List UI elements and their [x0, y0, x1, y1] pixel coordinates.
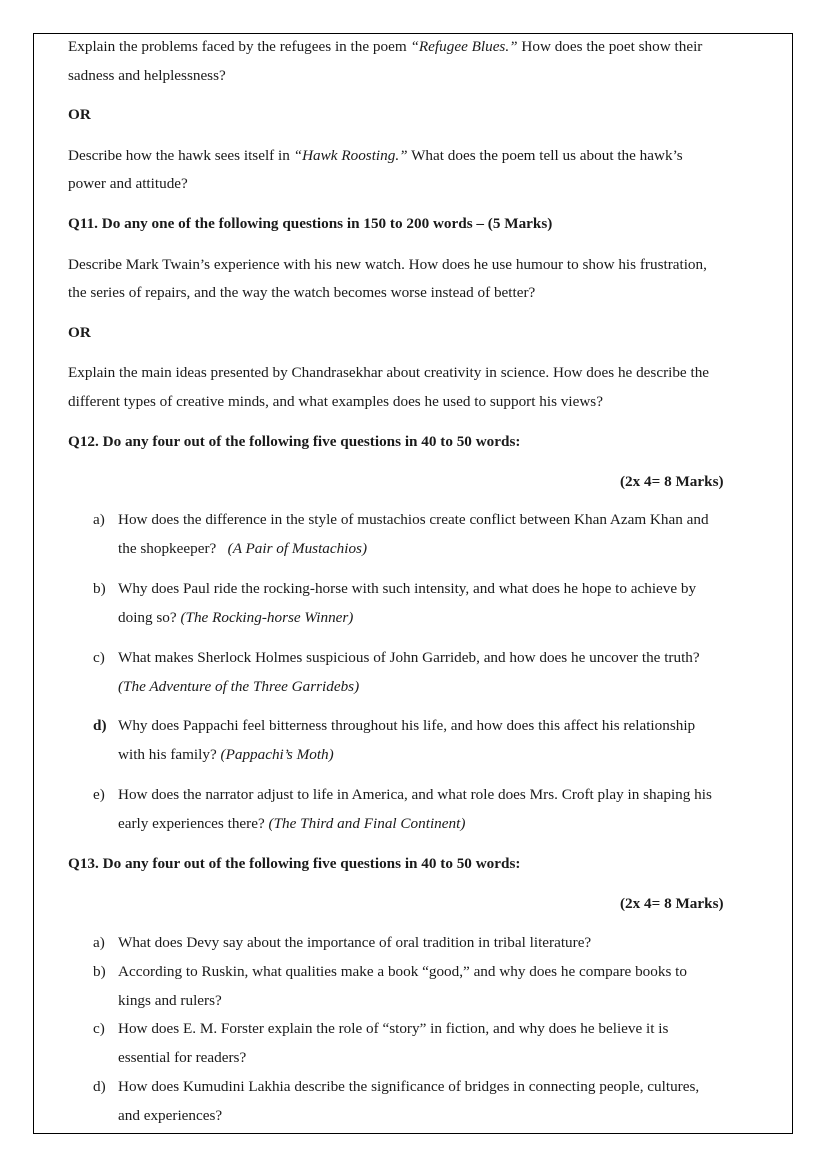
q11-part2-line2: different types of creative minds, and what examples does he used to support his views?	[68, 393, 603, 410]
item-label: a)	[93, 511, 105, 528]
q11-part1-line1: Describe Mark Twain’s experience with his new watch. How does he use humour to show his frustration,	[68, 256, 707, 273]
q13-heading: Q13. Do any four out of the following five questions in 40 to 50 words:	[68, 855, 521, 872]
item-label: b)	[93, 963, 106, 980]
q10-part2-line2: power and attitude?	[68, 175, 188, 192]
q13-marks: (2x 4= 8 Marks)	[620, 895, 724, 912]
item-label: c)	[93, 1020, 105, 1037]
q11-part1-line2: the series of repairs, and the way the watch becomes worse instead of better?	[68, 284, 536, 301]
q12-heading: Q12. Do any four out of the following five questions in 40 to 50 words:	[68, 433, 521, 450]
or-separator: OR	[68, 324, 91, 341]
item-label: b)	[93, 580, 106, 597]
q11-heading: Q11. Do any one of the following questions in 150 to 200 words – (5 Marks)	[68, 215, 553, 232]
item-label: c)	[93, 649, 105, 666]
or-separator: OR	[68, 106, 91, 123]
item-label: d)	[93, 717, 107, 734]
item-label: d)	[93, 1078, 106, 1095]
item-label: a)	[93, 934, 105, 951]
q11-part2-line1: Explain the main ideas presented by Chandrasekhar about creativity in science. How does he describe the	[68, 364, 710, 381]
q12-marks: (2x 4= 8 Marks)	[620, 473, 724, 490]
q10-part1-line1: Explain the problems faced by the refugees in the poem “Refugee Blues.” How does the poet show their	[68, 38, 703, 55]
item-label: e)	[93, 786, 105, 803]
q10-part1-line2: sadness and helplessness?	[68, 67, 226, 84]
q10-part2-line1: Describe how the hawk sees itself in “Hawk Roosting.” What does the poem tell us about the hawk’s	[68, 147, 683, 164]
